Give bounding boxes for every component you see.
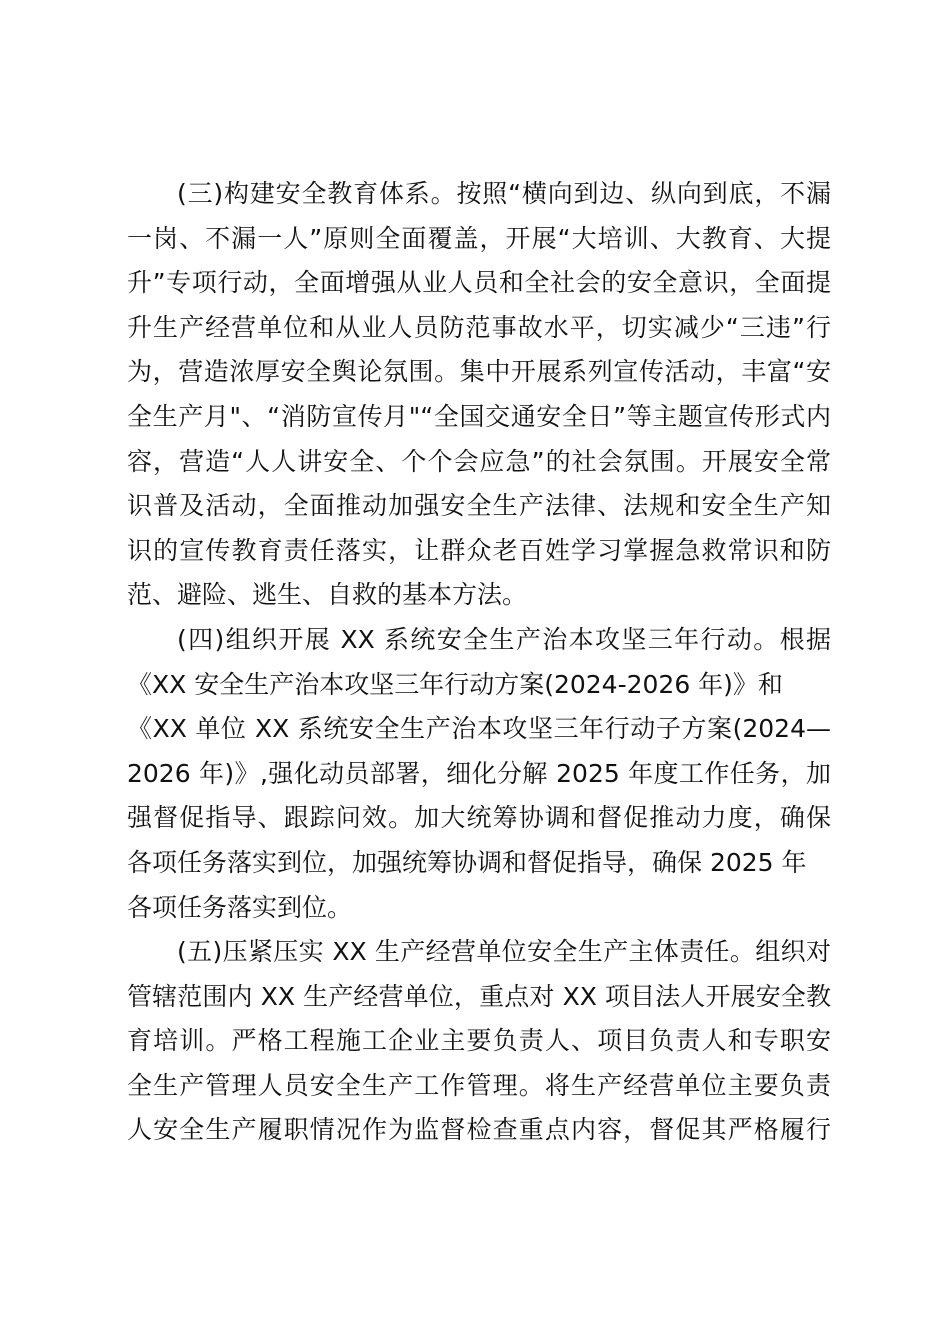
text-line: (四)组织开展 XX 系统安全生产治本攻坚三年行动。根据 xyxy=(177,624,831,654)
paragraph-four xyxy=(127,618,831,930)
text-line: 人安全生产履职情况作为监督检查重点内容，督促其严格履行 xyxy=(127,1115,831,1145)
text-line: 管辖范围内 XX 生产经营单位，重点对 XX 项目法人开展安全教 xyxy=(127,981,831,1011)
paragraph-five xyxy=(127,930,831,1153)
text-line: (三)构建安全教育体系。按照“横向到边、纵向到底，不漏 xyxy=(177,179,831,208)
text-line: 范、避险、逃生、自救的基本方法。 xyxy=(127,580,528,610)
text-line: 识普及活动，全面推动加强安全生产法律、法规和安全生产知 xyxy=(127,491,831,521)
text-line: 升生产经营单位和从业人员防范事故水平，切实减少“三违”行 xyxy=(127,312,831,342)
text-line: 《XX 单位 XX 系统安全生产治本攻坚三年行动子方案(2024— xyxy=(127,714,831,744)
text-line: 为，营造浓厚安全舆论氛围。集中开展系列宣传活动，丰富“安 xyxy=(127,357,831,387)
text-line: 强督促指导、跟踪问效。加大统筹协调和督促推动力度，确保 xyxy=(127,803,831,833)
text-line: 全生产管理人员安全生产工作管理。将生产经营单位主要负责 xyxy=(127,1070,831,1100)
text-line: (五)压紧压实 XX 生产经营单位安全生产主体责任。组织对 xyxy=(177,937,831,967)
text-line: 容，营造“人人讲安全、个个会应急”的社会氛围。开展安全常 xyxy=(127,446,831,476)
document-body xyxy=(127,172,831,1153)
text-line: 一岗、不漏一人”原则全面覆盖，开展“大培训、大教育、大提 xyxy=(127,223,831,253)
text-line: 升”专项行动，全面增强从业人员和全社会的安全意识，全面提 xyxy=(127,268,831,298)
text-line: 全生产月"、“消防宣传月"“全国交通安全日”等主题宣传形式内 xyxy=(127,401,831,431)
text-line: 育培训。严格工程施工企业主要负责人、项目负责人和专职安 xyxy=(127,1026,831,1056)
text-line: 识的宣传教育责任落实，让群众老百姓学习掌握急救常识和防 xyxy=(127,535,831,565)
paragraph-three xyxy=(127,172,831,618)
text-line: 各项任务落实到位，加强统筹协调和督促指导，确保 2025 年 xyxy=(127,847,807,877)
text-line: 各项任务落实到位。 xyxy=(127,892,353,922)
text-line: 《XX 安全生产治本攻坚三年行动方案(2024-2026 年)》和 xyxy=(127,669,783,699)
text-line: 2026 年)》,强化动员部署，细化分解 2025 年度工作任务，加 xyxy=(127,758,831,788)
